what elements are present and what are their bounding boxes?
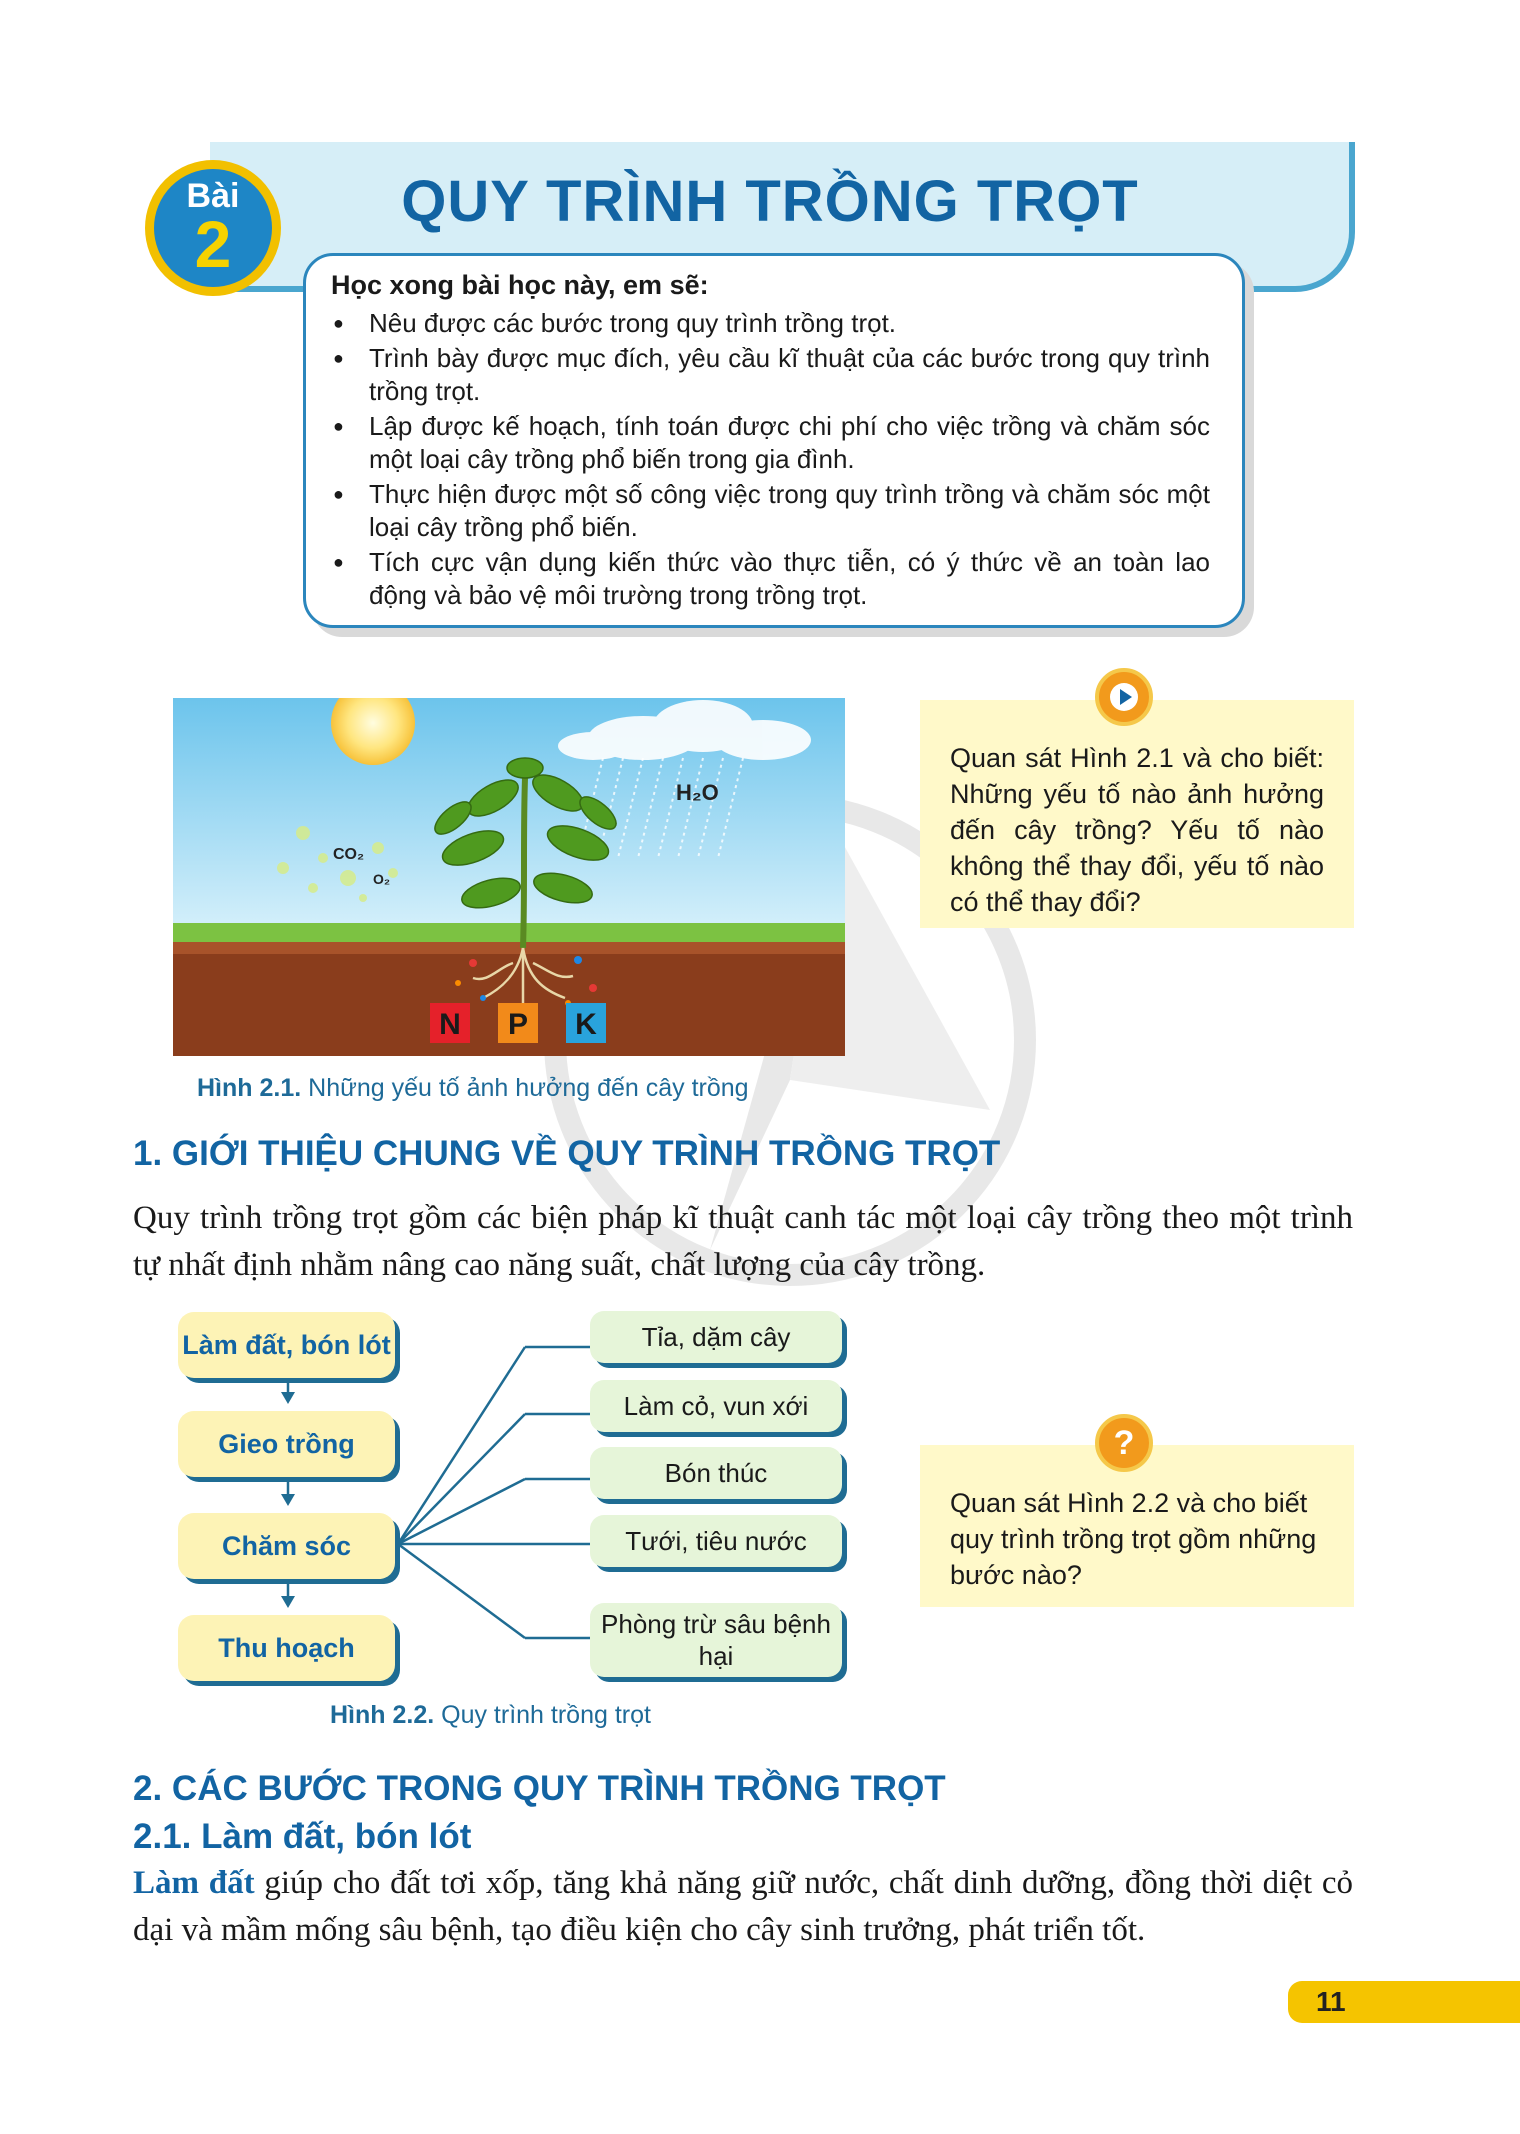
objective-item: ● Lập được kế hoạch, tính toán được chi phí cho việc trồng và chăm sóc một loại cây trồng phổ biến trong gia đình. <box>331 410 1210 476</box>
care-task-pest-control: Phòng trừ sâu bệnh hại <box>590 1603 842 1677</box>
step-harvest: Thu hoạch <box>178 1615 395 1681</box>
step-soil-preparation: Làm đất, bón lót <box>178 1312 395 1378</box>
step-care: Chăm sóc <box>178 1513 395 1579</box>
step-sowing: Gieo trồng <box>178 1411 395 1477</box>
nitrogen-label: N <box>439 1008 461 1041</box>
paragraph-lead-term: Làm đất <box>133 1865 255 1901</box>
subsection-heading: 2.1. Làm đất, bón lót <box>133 1817 472 1856</box>
arrow-down-icon <box>281 1596 295 1608</box>
section-heading: 2. CÁC BƯỚC TRONG QUY TRÌNH TRỒNG TRỌT <box>133 1769 946 1808</box>
objectives-heading: Học xong bài học này, em sẽ: <box>331 270 709 300</box>
figure-caption-text: Những yếu tố ảnh hưởng đến cây trồng <box>301 1074 749 1102</box>
objective-item: ● Thực hiện được một số công việc trong quy trình trồng và chăm sóc một loại cây trồng phổ biến. <box>331 478 1210 544</box>
section-heading: 1. GIỚI THIỆU CHUNG VỀ QUY TRÌNH TRỒNG TRỌT <box>133 1134 1001 1173</box>
lesson-word: Bài <box>186 177 240 215</box>
figure-caption-text: Quy trình trồng trọt <box>434 1701 651 1729</box>
o2-label: O₂ <box>373 871 391 887</box>
care-task-weeding: Làm cỏ, vun xới <box>590 1380 842 1432</box>
section-paragraph: Quy trình trồng trọt gồm các biện pháp kĩ thuật canh tác một loại cây trồng theo một trình tự nhất định nhằm nâng cao năng suất, chất lượng của cây trồng. <box>133 1200 1353 1283</box>
question-icon <box>1095 1414 1153 1472</box>
question-text: Quan sát Hình 2.2 và cho biết quy trình trồng trọt gồm những bước nào? <box>950 1488 1317 1590</box>
page-number: 11 <box>1288 1981 1520 2023</box>
care-task-thinning: Tỉa, dặm cây <box>590 1311 842 1363</box>
figure-caption-label: Hình 2.1. <box>197 1074 302 1102</box>
objective-item: ● Nêu được các bước trong quy trình trồng trọt. <box>331 307 1210 340</box>
care-task-fertilizing: Bón thúc <box>590 1447 842 1499</box>
observe-question-text: Quan sát Hình 2.1 và cho biết: Những yếu tố nào ảnh hưởng đến cây trồng? Yếu tố nào không thể thay đổi, yếu tố nào có thể thay đổi? <box>950 743 1324 917</box>
lesson-number: 2 <box>194 207 232 281</box>
care-task-irrigation: Tưới, tiêu nước <box>590 1515 842 1567</box>
objective-item: ● Trình bày được mục đích, yêu cầu kĩ thuật của các bước trong quy trình trồng trọt. <box>331 342 1210 408</box>
question-box <box>920 1445 1354 1607</box>
lesson-title: QUY TRÌNH TRỒNG TRỌT <box>401 169 1139 234</box>
figure-caption-label: Hình 2.2. <box>330 1701 435 1729</box>
paragraph-body: giúp cho đất tơi xốp, tăng khả năng giữ nước, chất dinh dưỡng, đồng thời diệt cỏ dại và mầm mống sâu bệnh, tạo điều kiện cho cây sinh trưởng, phát triển tốt. <box>133 1865 1354 1948</box>
h2o-label: H₂O <box>676 780 719 805</box>
figure-caption <box>330 1701 651 1730</box>
arrow-down-icon <box>281 1392 295 1404</box>
objective-item: ● Tích cực vận dụng kiến thức vào thực tiễn, có ý thức về an toàn lao động và bảo vệ môi trường trong trồng trọt. <box>331 546 1210 612</box>
arrow-down-icon <box>281 1494 295 1506</box>
potassium-label: K <box>575 1008 597 1041</box>
co2-label: CO₂ <box>333 846 365 863</box>
phosphorus-label: P <box>507 1008 529 1041</box>
subsection-paragraph <box>133 1860 1353 1954</box>
question-symbol: ? <box>1113 1423 1135 1462</box>
